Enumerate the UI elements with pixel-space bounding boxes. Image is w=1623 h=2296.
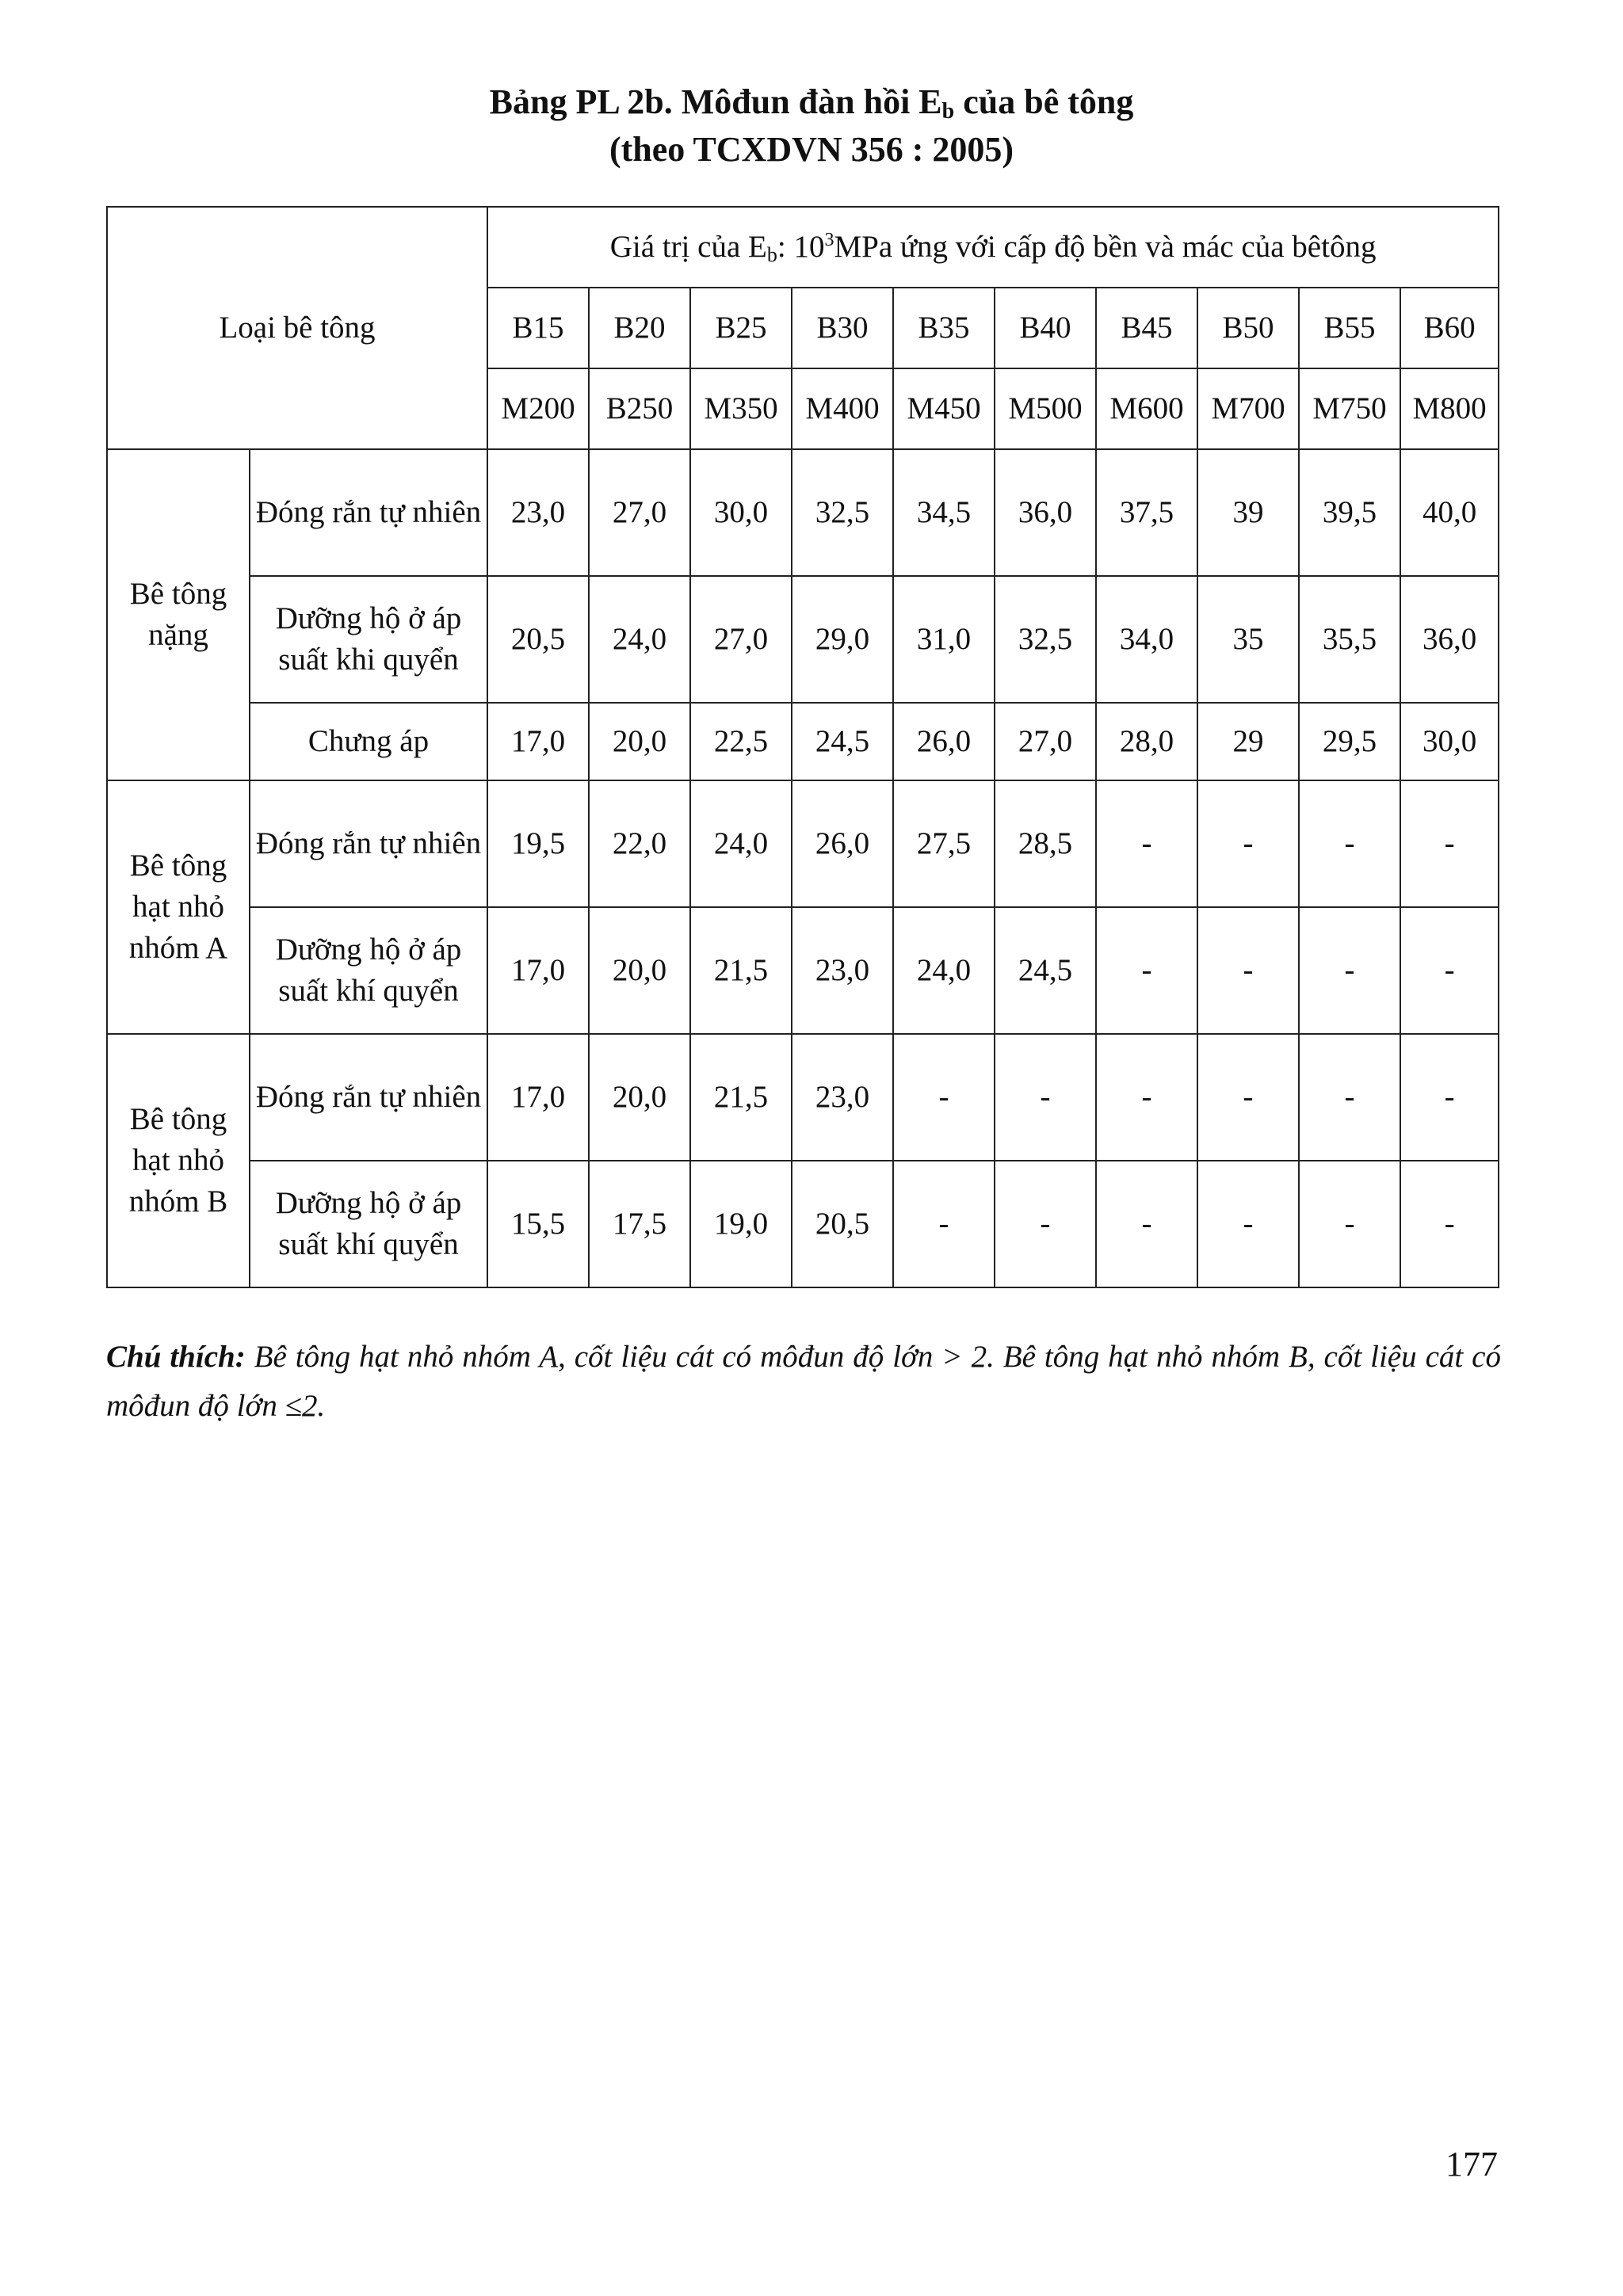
value-cell: 27,0	[690, 576, 792, 703]
curing-condition-cell: Đóng rắn tự nhiên	[250, 1034, 487, 1161]
value-cell: 29	[1197, 703, 1299, 780]
value-cell: -	[1197, 907, 1299, 1034]
value-cell: 40,0	[1400, 449, 1499, 576]
table-title: Bảng PL 2b. Môđun đàn hồi $E_b$ của bê tông	[489, 82, 1134, 124]
grade-cell: B35	[893, 288, 995, 368]
value-cell: -	[1400, 907, 1499, 1034]
value-cell: -	[1197, 1161, 1299, 1287]
value-cell: 15,5	[487, 1161, 589, 1287]
mark-cell: M200	[487, 368, 589, 449]
value-cell: 20,0	[589, 907, 690, 1034]
value-cell: 37,5	[1096, 449, 1197, 576]
mark-cell: M400	[792, 368, 893, 449]
value-cell: 17,0	[487, 703, 589, 780]
value-cell: -	[1299, 907, 1400, 1034]
value-cell: 32,5	[792, 449, 893, 576]
table-row	[107, 780, 1499, 907]
value-cell: -	[1197, 1034, 1299, 1161]
value-cell: 27,5	[893, 780, 995, 907]
value-cell: 29,5	[1299, 703, 1400, 780]
mark-cell: B250	[589, 368, 690, 449]
value-cell: 24,0	[893, 907, 995, 1034]
grade-cell: B20	[589, 288, 690, 368]
value-cell: 30,0	[690, 449, 792, 576]
value-cell: -	[1400, 780, 1499, 907]
value-cell: -	[1400, 1034, 1499, 1161]
value-cell: -	[1299, 1034, 1400, 1161]
value-cell: 17,0	[487, 907, 589, 1034]
curing-condition-cell: Dưỡng hộ ở áp suất khi quyển	[250, 576, 487, 703]
value-cell: 20,5	[792, 1161, 893, 1287]
value-header: Giá trị của $E_b$: $10^3MPa$ ứng với cấp độ bền và mác của bêtông	[487, 207, 1499, 288]
value-cell: 31,0	[893, 576, 995, 703]
table-subtitle: (theo TCXDVN 356 : 2005)	[609, 130, 1014, 169]
value-cell: 23,0	[487, 449, 589, 576]
value-cell: 23,0	[792, 1034, 893, 1161]
value-cell: 36,0	[1400, 576, 1499, 703]
grade-cell: B40	[995, 288, 1096, 368]
value-cell: 32,5	[995, 576, 1096, 703]
value-cell: -	[893, 1161, 995, 1287]
value-cell: -	[1400, 1161, 1499, 1287]
table-row	[107, 1034, 1499, 1161]
value-cell: 17,5	[589, 1161, 690, 1287]
curing-condition-cell: Đóng rắn tự nhiên	[250, 449, 487, 576]
page-number: 177	[1445, 2145, 1498, 2183]
value-cell: -	[1197, 780, 1299, 907]
value-cell: 28,0	[1096, 703, 1197, 780]
value-cell: 27,0	[995, 703, 1096, 780]
curing-condition-cell: Dưỡng hộ ở áp suất khí quyển	[250, 907, 487, 1034]
value-cell: 26,0	[792, 780, 893, 907]
curing-condition-cell: Đóng rắn tự nhiên	[250, 780, 487, 907]
mark-cell: M800	[1400, 368, 1499, 449]
table-row	[107, 907, 1499, 1034]
value-cell: 24,0	[690, 780, 792, 907]
value-cell: -	[1299, 1161, 1400, 1287]
concrete-type-cell: Bê tông nặng	[107, 449, 250, 780]
value-cell: 21,5	[690, 907, 792, 1034]
table-row	[107, 1161, 1499, 1287]
value-cell: 20,5	[487, 576, 589, 703]
table-row	[107, 449, 1499, 576]
mark-cell: M350	[690, 368, 792, 449]
mark-cell: M750	[1299, 368, 1400, 449]
footnote-text: Bê tông hạt nhỏ nhóm A, cốt liệu cát có môđun độ lớn > 2. Bê tông hạt nhỏ nhóm B, cốt liệu cát có môđun độ lớn ≤2.	[106, 1340, 1501, 1423]
grade-cell: B60	[1400, 288, 1499, 368]
value-cell: 24,5	[792, 703, 893, 780]
value-cell: 36,0	[995, 449, 1096, 576]
value-cell: 20,0	[589, 703, 690, 780]
value-cell: 17,0	[487, 1034, 589, 1161]
value-cell: 35	[1197, 576, 1299, 703]
grade-cell: B25	[690, 288, 792, 368]
value-cell: 19,0	[690, 1161, 792, 1287]
value-cell: 22,0	[589, 780, 690, 907]
curing-condition-cell: Dưỡng hộ ở áp suất khí quyển	[250, 1161, 487, 1287]
concrete-type-cell: Bê tông hạt nhỏ nhóm B	[107, 1034, 250, 1287]
footnote-label: Chú thích:	[106, 1340, 246, 1374]
value-cell: 24,0	[589, 576, 690, 703]
value-cell: 39	[1197, 449, 1299, 576]
value-cell: -	[1096, 907, 1197, 1034]
value-cell: 19,5	[487, 780, 589, 907]
grade-cell: B55	[1299, 288, 1400, 368]
value-cell: 34,0	[1096, 576, 1197, 703]
value-cell: -	[1299, 780, 1400, 907]
concrete-type-cell: Bê tông hạt nhỏ nhóm A	[107, 780, 250, 1034]
table-row	[107, 576, 1499, 703]
mark-cell: M500	[995, 368, 1096, 449]
value-cell: 35,5	[1299, 576, 1400, 703]
value-cell: 27,0	[589, 449, 690, 576]
mark-cell: M700	[1197, 368, 1299, 449]
value-cell: 22,5	[690, 703, 792, 780]
value-cell: 28,5	[995, 780, 1096, 907]
elastic-modulus-table	[106, 206, 1499, 1288]
value-cell: 34,5	[893, 449, 995, 576]
grade-cell: B50	[1197, 288, 1299, 368]
value-cell: 24,5	[995, 907, 1096, 1034]
grade-cell: B30	[792, 288, 893, 368]
value-cell: 30,0	[1400, 703, 1499, 780]
value-cell: 20,0	[589, 1034, 690, 1161]
footnote	[106, 1333, 1501, 1431]
value-cell: -	[995, 1161, 1096, 1287]
value-cell: -	[1096, 1161, 1197, 1287]
value-cell: 26,0	[893, 703, 995, 780]
mark-cell: M450	[893, 368, 995, 449]
table-row	[107, 703, 1499, 780]
value-cell: -	[1096, 780, 1197, 907]
grade-cell: B45	[1096, 288, 1197, 368]
value-cell: -	[995, 1034, 1096, 1161]
curing-condition-cell: Chưng áp	[250, 703, 487, 780]
grade-cell: B15	[487, 288, 589, 368]
value-cell: 23,0	[792, 907, 893, 1034]
row-header: Loại bê tông	[107, 207, 487, 449]
value-cell: 39,5	[1299, 449, 1400, 576]
value-cell: 21,5	[690, 1034, 792, 1161]
value-cell: 29,0	[792, 576, 893, 703]
value-cell: -	[1096, 1034, 1197, 1161]
mark-cell: M600	[1096, 368, 1197, 449]
value-cell: -	[893, 1034, 995, 1161]
